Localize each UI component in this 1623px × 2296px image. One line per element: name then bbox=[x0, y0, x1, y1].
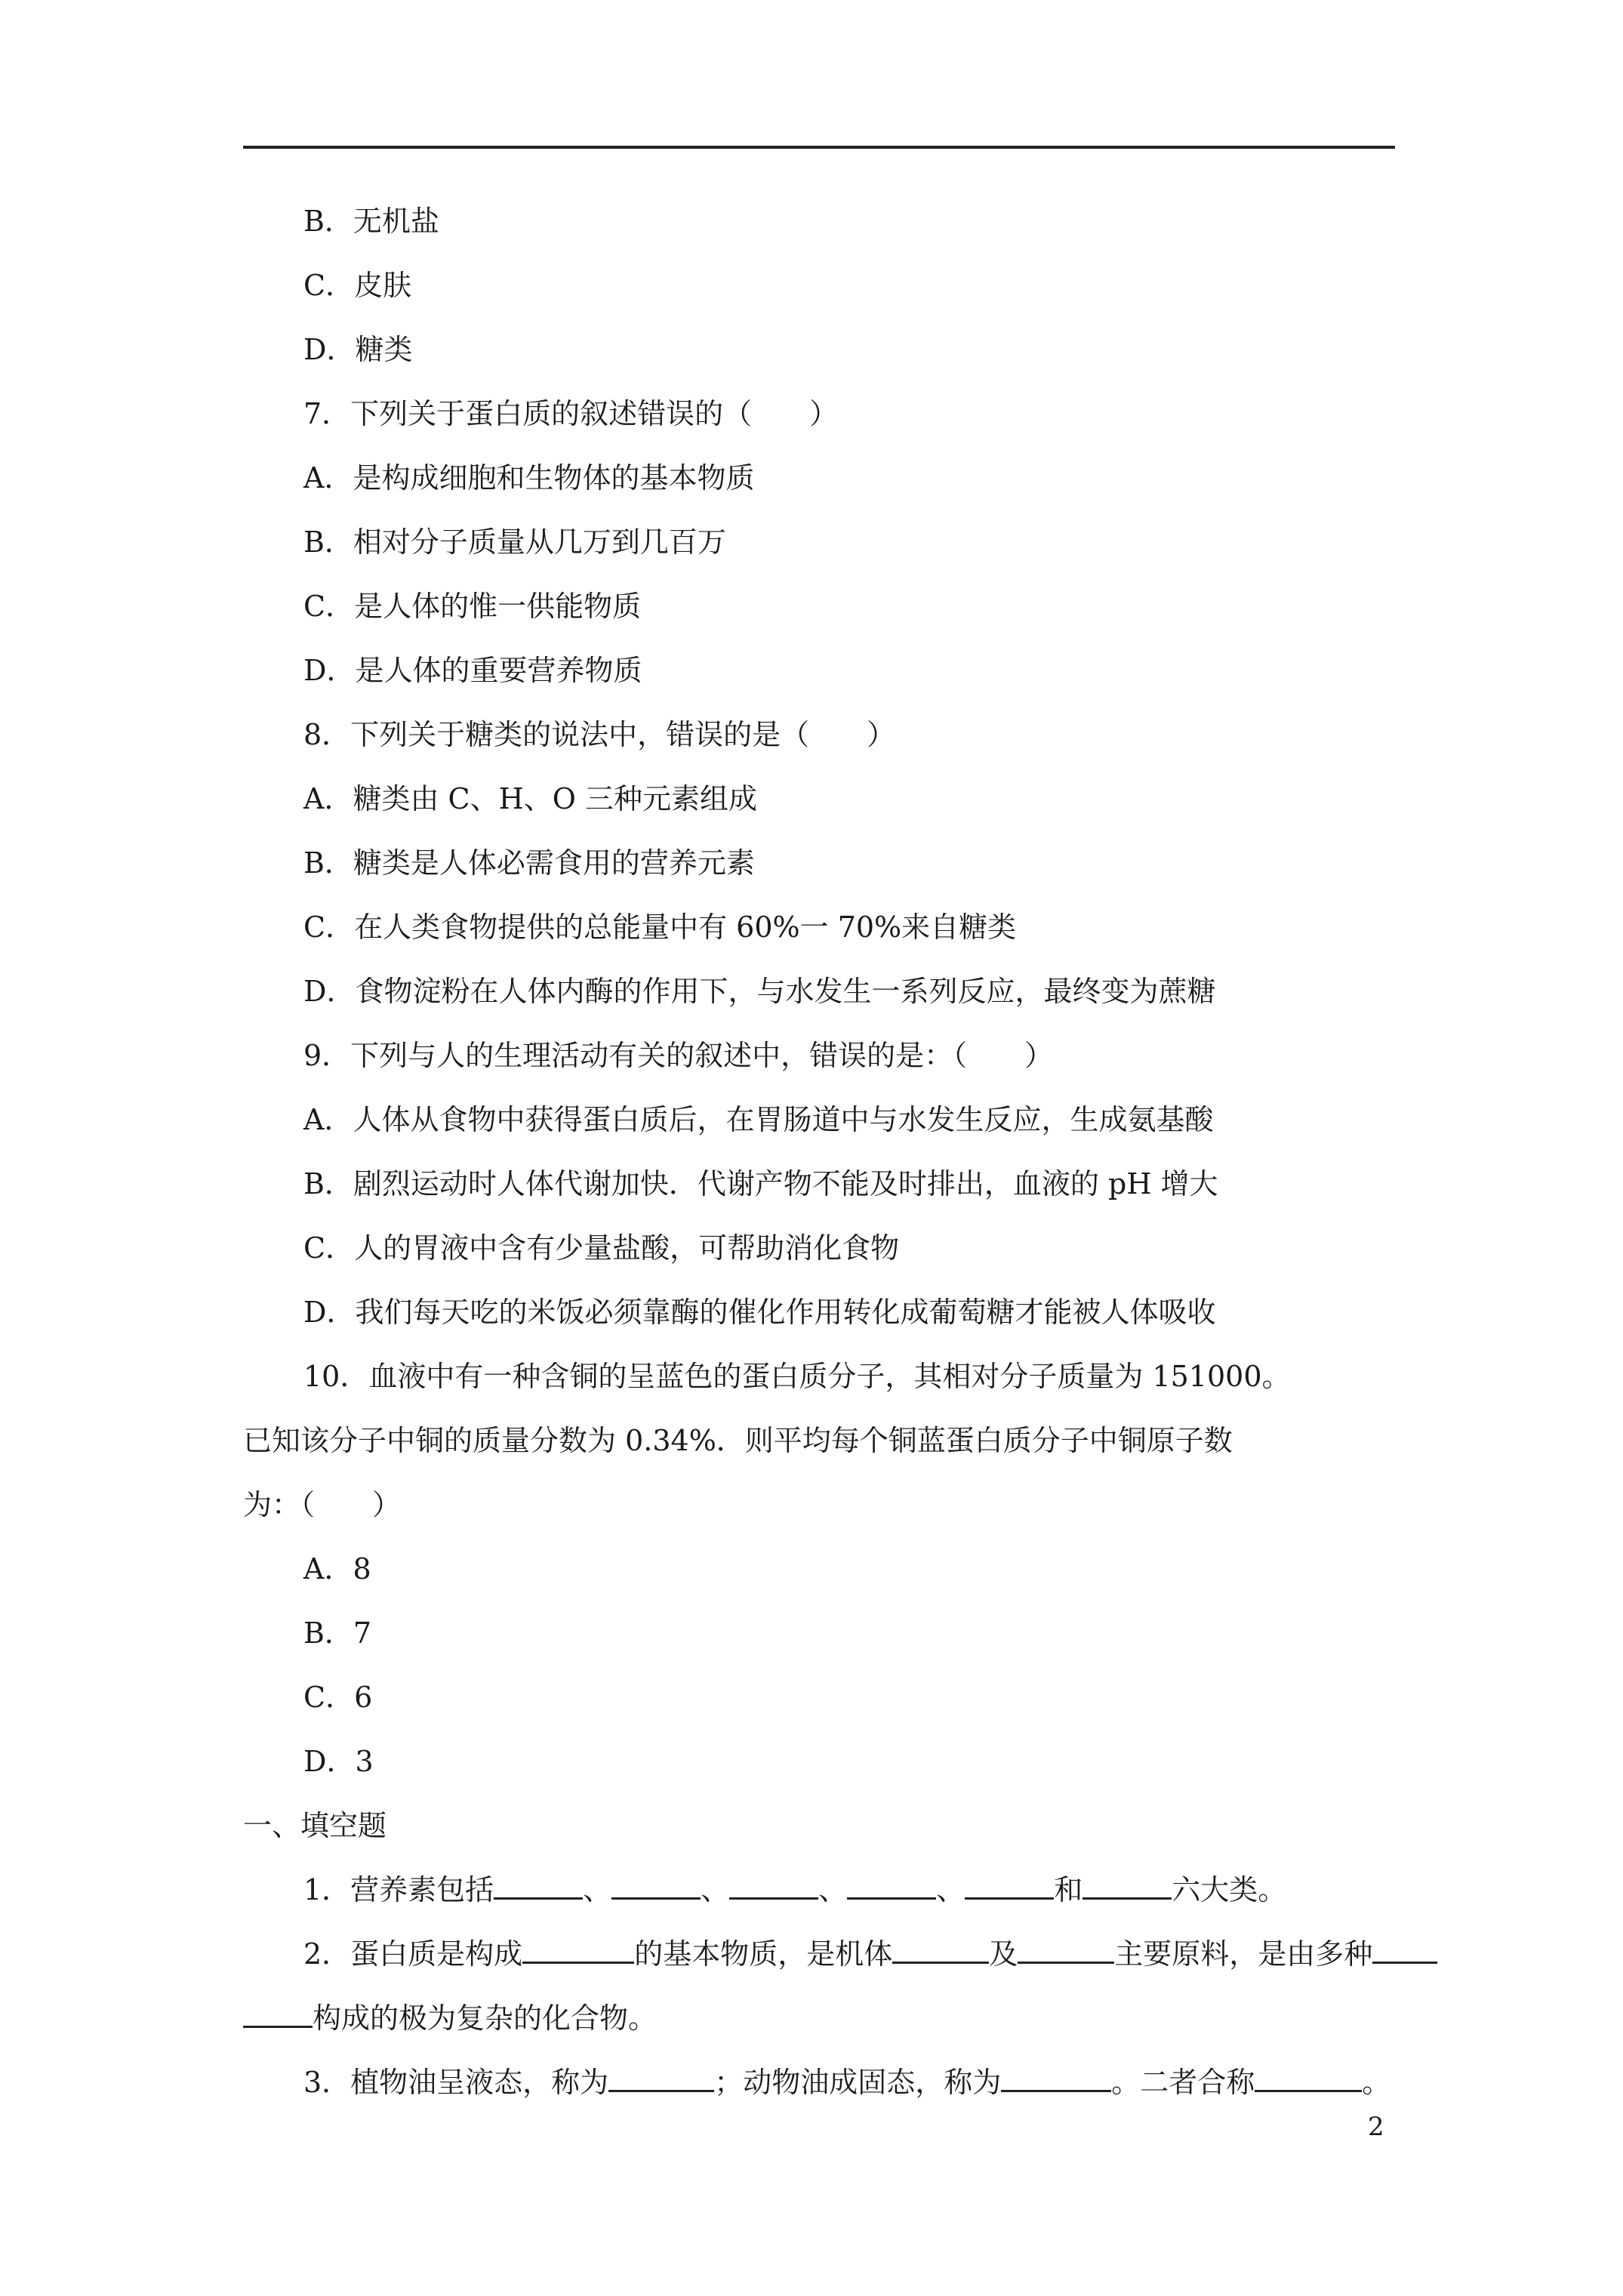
fill1-separator: 、 bbox=[701, 1873, 730, 1906]
fill3-text-b: ；动物油成固态，称为 bbox=[714, 2066, 1002, 2099]
fill1-and: 和 bbox=[1054, 1873, 1083, 1906]
page-number: 2 bbox=[1368, 2112, 1384, 2142]
fill1-prefix: 1．营养素包括 bbox=[303, 1873, 494, 1906]
q8-option-b: B．糖类是人体必需食用的营养元素 bbox=[303, 846, 755, 880]
q10-option-a: A．8 bbox=[303, 1552, 371, 1586]
q8-option-c: C．在人类食物提供的总能量中有 60%一 70%来自糖类 bbox=[303, 911, 1017, 944]
q9-option-b: B．剧烈运动时人体代谢加快．代谢产物不能及时排出，血液的 pH 增大 bbox=[303, 1167, 1218, 1200]
answer-blank[interactable] bbox=[1001, 2064, 1111, 2092]
fill-question-2-line2 bbox=[243, 1999, 657, 2037]
fill2-text-c: 及 bbox=[989, 1937, 1018, 1971]
fill-question-1 bbox=[303, 1871, 1286, 1909]
answer-blank[interactable] bbox=[522, 1936, 634, 1964]
fill1-separator: 、 bbox=[936, 1873, 965, 1906]
q9-stem: 9．下列与人的生理活动有关的叙述中，错误的是：（ ） bbox=[303, 1039, 1054, 1072]
q6-option-c: C．皮肤 bbox=[303, 269, 412, 302]
answer-blank[interactable] bbox=[729, 1872, 818, 1900]
q10-stem-line1: 10．血液中有一种含铜的呈蓝色的蛋白质分子，其相对分子质量为 151000。 bbox=[303, 1360, 1291, 1393]
q9-option-a: A．人体从食物中获得蛋白质后，在胃肠道中与水发生反应，生成氨基酸 bbox=[303, 1103, 1214, 1136]
fill2-text-a: 2．蛋白质是构成 bbox=[303, 1937, 523, 1971]
q7-option-c: C．是人体的惟一供能物质 bbox=[303, 590, 642, 623]
answer-blank[interactable] bbox=[1083, 1872, 1172, 1900]
fill-question-3 bbox=[303, 2063, 1390, 2101]
answer-blank[interactable] bbox=[1255, 2064, 1362, 2092]
answer-blank[interactable] bbox=[608, 2064, 714, 2092]
header-rule bbox=[243, 146, 1395, 149]
q7-option-a: A．是构成细胞和生物体的基本物质 bbox=[303, 461, 755, 495]
answer-blank[interactable] bbox=[611, 1872, 701, 1900]
q7-option-b: B．相对分子质量从几万到几百万 bbox=[303, 525, 726, 559]
fill2-text-d: 主要原料，是由多种 bbox=[1114, 1937, 1373, 1971]
answer-blank[interactable] bbox=[494, 1872, 583, 1900]
fill3-text-a: 3．植物油呈液态，称为 bbox=[303, 2066, 609, 2099]
fill1-separator: 、 bbox=[583, 1873, 612, 1906]
answer-blank[interactable] bbox=[243, 2000, 313, 2028]
fill1-separator: 、 bbox=[818, 1873, 848, 1906]
q10-option-b: B．7 bbox=[303, 1616, 372, 1650]
q9-option-c: C．人的胃液中含有少量盐酸，可帮助消化食物 bbox=[303, 1231, 900, 1265]
q6-option-b: B．无机盐 bbox=[303, 205, 439, 238]
answer-blank[interactable] bbox=[1018, 1936, 1114, 1964]
fill2-text-b: 的基本物质，是机体 bbox=[634, 1937, 893, 1971]
q10-stem-line3: 为：（ ） bbox=[243, 1488, 402, 1521]
answer-blank[interactable] bbox=[847, 1872, 936, 1900]
q8-option-a: A．糖类由 C、H、O 三种元素组成 bbox=[303, 782, 757, 815]
q8-option-d: D．食物淀粉在人体内酶的作用下，与水发生一系列反应，最终变为蔗糖 bbox=[303, 975, 1216, 1008]
fill3-text-d: 。 bbox=[1362, 2066, 1391, 2099]
fill3-text-c: 。二者合称 bbox=[1111, 2066, 1255, 2099]
q9-option-d: D．我们每天吃的米饭必须靠酶的催化作用转化成葡萄糖才能被人体吸收 bbox=[303, 1296, 1216, 1329]
q8-stem: 8．下列关于糖类的说法中，错误的是（ ） bbox=[303, 718, 896, 751]
answer-blank[interactable] bbox=[1372, 1936, 1437, 1964]
q7-stem: 7．下列关于蛋白质的叙述错误的（ ） bbox=[303, 397, 839, 430]
answer-blank[interactable] bbox=[965, 1872, 1054, 1900]
q7-option-d: D．是人体的重要营养物质 bbox=[303, 654, 642, 687]
answer-blank[interactable] bbox=[892, 1936, 989, 1964]
fill-question-2-line1 bbox=[303, 1935, 1437, 1973]
q10-option-c: C．6 bbox=[303, 1681, 373, 1714]
q10-stem-line2: 已知该分子中铜的质量分数为 0.34%．则平均每个铜蓝蛋白质分子中铜原子数 bbox=[243, 1424, 1233, 1457]
fill1-suffix: 六大类。 bbox=[1172, 1873, 1287, 1906]
section-title: 一、填空题 bbox=[243, 1809, 387, 1842]
q6-option-d: D．糖类 bbox=[303, 333, 413, 366]
q10-option-d: D．3 bbox=[303, 1745, 374, 1778]
fill2-text-e: 构成的极为复杂的化合物。 bbox=[313, 2002, 658, 2035]
